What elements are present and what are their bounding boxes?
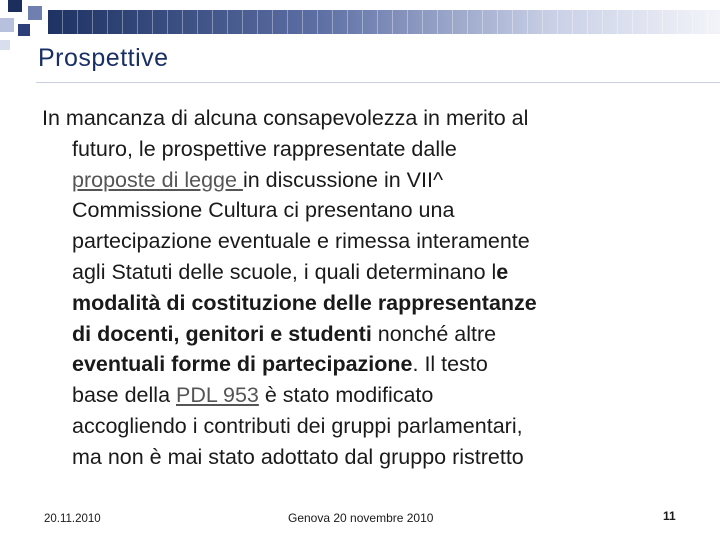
body-line: partecipazione eventuale e rimessa interamente [72,229,530,254]
slide-body [42,103,692,473]
title-divider [36,82,720,83]
body-line: futuro, le prospettive rappresentate dalle [72,136,457,161]
body-line: In mancanza di alcuna consapevolezza in merito al [42,106,529,130]
decor-square [28,6,42,20]
body-line: ma non è mai stato adottato dal gruppo ristretto [72,444,524,469]
proposte-di-legge-link[interactable]: proposte di legge [72,167,243,192]
body-line: proposte di legge in discussione in VII^ [72,167,444,192]
body-line: modalità di costituzione delle rappresentanze [72,290,537,315]
header-gradient-bar [48,10,720,34]
pdl-953-link[interactable]: PDL 953 [176,383,259,408]
body-line: Commissione Cultura ci presentano una [72,198,455,223]
decor-square [18,24,30,36]
footer-center-text: Genova 20 novembre 2010 [288,511,434,525]
body-line: agli Statuti delle scuole, i quali determinano le [72,259,509,284]
body-line: base della PDL 953 è stato modificato [72,383,434,408]
body-line: eventuali forme di partecipazione. Il testo [72,352,488,377]
body-line: accogliendo i contributi dei gruppi parlamentari, [72,413,523,438]
decor-square [0,40,10,50]
footer-date: 20.11.2010 [44,513,101,525]
decor-square [0,18,14,32]
slide-title: Prospettive [38,44,169,72]
body-line: di docenti, genitori e studenti nonché altre [72,321,497,346]
decor-square [8,0,22,12]
page-number: 11 [663,509,676,523]
